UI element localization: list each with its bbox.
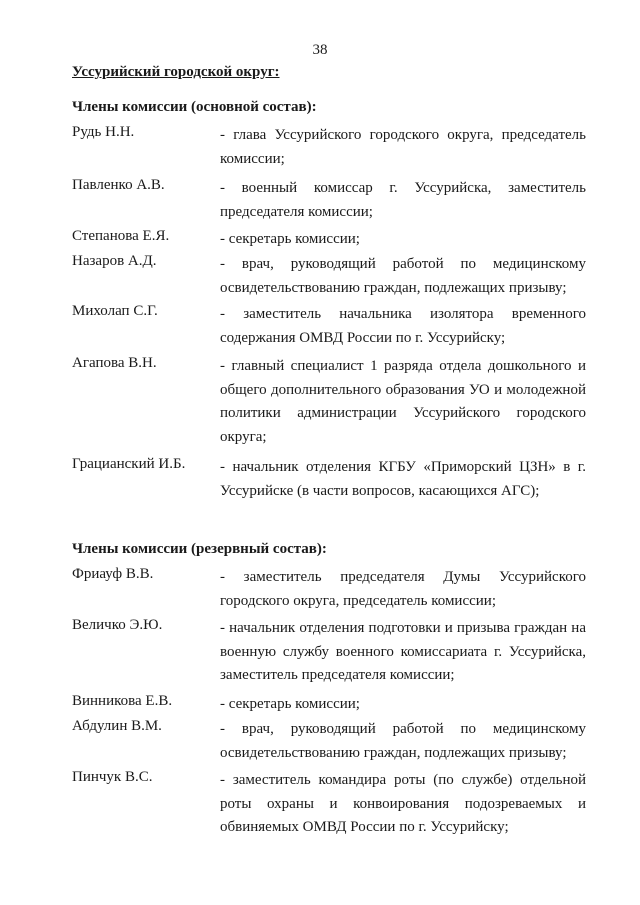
- member-name: Фриауф В.В.: [72, 566, 154, 582]
- member-role: - заместитель председателя Думы Уссурийского городского округа, председатель комиссии;: [220, 569, 586, 609]
- member-role: - глава Уссурийского городского округа, председатель комиссии;: [220, 127, 586, 167]
- member-name: Агапова В.Н.: [72, 355, 157, 371]
- section-heading-main: Члены комиссии (основной состав):: [72, 99, 317, 115]
- member-role: - начальник отделения подготовки и призыва граждан на военную службу военного комиссариата г. Уссурийска, заместитель председателя комиссии;: [220, 620, 586, 683]
- member-name: Павленко А.В.: [72, 177, 165, 193]
- member-role: - начальник отделения КГБУ «Приморский ЦЗН» в г. Уссурийске (в части вопросов, касающихся АГС);: [220, 459, 586, 499]
- member-name: Величко Э.Ю.: [72, 617, 163, 633]
- member-role: - военный комиссар г. Уссурийска, заместитель председателя комиссии;: [220, 180, 586, 220]
- member-name: Винникова Е.В.: [72, 693, 173, 709]
- member-role: - заместитель командира роты (по службе) отдельной роты охраны и конвоирования подозреваемых и обвиняемых ОМВД России по г. Уссурийску;: [220, 772, 586, 835]
- member-name: Грацианский И.Б.: [72, 456, 186, 472]
- member-role: - врач, руководящий работой по медицинскому освидетельствованию граждан, подлежащих призыву;: [220, 256, 586, 296]
- district-title: Уссурийский городской округ:: [72, 64, 280, 80]
- member-name: Назаров А.Д.: [72, 253, 157, 269]
- member-role: - заместитель начальника изолятора временного содержания ОМВД России по г. Уссурийску;: [220, 306, 586, 346]
- member-name: Рудь Н.Н.: [72, 124, 135, 140]
- member-role: - врач, руководящий работой по медицинскому освидетельствованию граждан, подлежащих призыву;: [220, 721, 586, 761]
- member-role: - секретарь комиссии;: [220, 696, 360, 712]
- member-name: Михолап С.Г.: [72, 303, 158, 319]
- member-name: Пинчук В.С.: [72, 769, 153, 785]
- member-role: - секретарь комиссии;: [220, 231, 360, 247]
- page-number: 38: [312, 42, 328, 58]
- member-name: Степанова Е.Я.: [72, 228, 170, 244]
- member-role: - главный специалист 1 разряда отдела дошкольного и общего дополнительного образования УО и молодежной политики администрации Уссурийского городского округа;: [220, 358, 586, 445]
- section-heading-reserve: Члены комиссии (резервный состав):: [72, 541, 327, 557]
- member-name: Абдулин В.М.: [72, 718, 162, 734]
